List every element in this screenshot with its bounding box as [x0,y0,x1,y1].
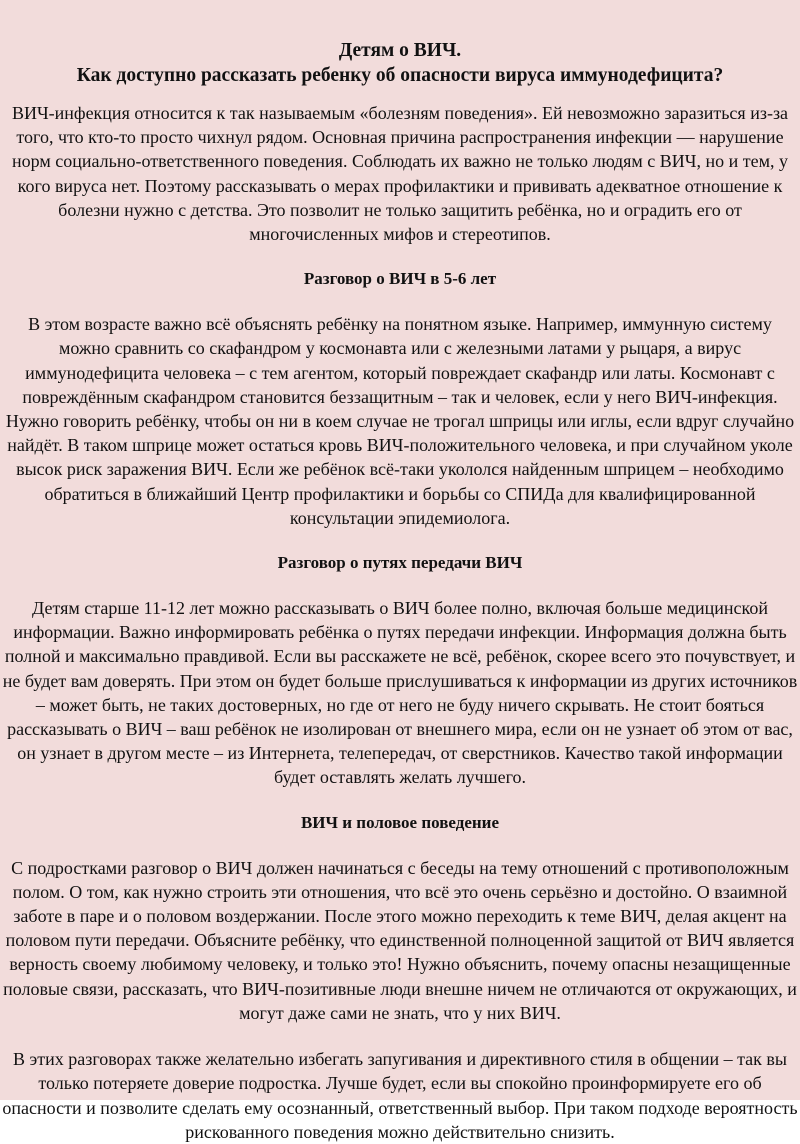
document-title-line-2: Как доступно рассказать ребенку об опасности вируса иммунодефицита? [76,65,724,86]
intro-paragraph: ВИЧ-инфекция относится к так называемым «болезням поведения». Ей невозможно заразиться из-за того, что кто-то просто чихнул рядом. Основная причина распространения инфекции — нарушение норм социально-ответственного поведения. Соблюдать их важно не только людям с ВИЧ, но и тем, у кого вируса нет. Поэтому рассказывать о мерах профилактики и прививать адекватное отношение к болезни нужно с детства. Это позволит не только защитить ребёнка, но и оградить его от многочисленных мифов и стереотипов. [11,103,789,245]
section-paragraph-sexual-behavior: С подростками разговор о ВИЧ должен начинаться с беседы на тему отношений с противоположным полом. О том, как нужно строить эти отношения, что всё это очень серьёзно и достойно. О взаимной заботе в паре и о половом воздержании. После этого можно переходить к теме ВИЧ, делая акцент на половом пути передачи. Объясните ребёнку, что единственной полноценной защитой от ВИЧ является верность своему любимому человеку, и только это! Нужно объяснить, почему опасны незащищенные половые связи, рассказать, что ВИЧ-позитивные люди внешне ничем не отличаются от окружающих, и могут даже сами не знать, что у них ВИЧ. [3,857,797,1023]
section-heading-transmission: Разговор о путях передачи ВИЧ [277,553,523,573]
spacer [2,246,798,268]
spacer [2,88,798,101]
spacer [2,574,798,596]
section-paragraph-transmission: Детям старше 11-12 лет можно рассказывать о ВИЧ более полно, включая больше медицинской информации. Важно информировать ребёнка о путях передачи инфекции. Информация должна быть полной и максимально правдивой. Если вы расскажете не всё, ребёнок, скорее всего это почувствует, и не будет вам доверять. При этом он будет больше прислушиваться к информации из других источников – может быть, не таких достоверных, но где от него не буду ничего скрывать. Не стоит бояться рассказывать о ВИЧ – ваш ребёнок не изолирован от внешнего мира, если он не узнает об этом от вас, он узнает в другом месте – из Интернета, телепередач, от сверстников. Качество такой информации будет оставлять желать лучшего. [2,598,798,788]
spacer [2,1025,798,1047]
section-heading-age-5-6: Разговор о ВИЧ в 5-6 лет [303,269,497,289]
closing-paragraph: В этих разговорах также желательно избегать запугивания и директивного стиля в общении – так вы только потеряете доверие подростка. Лучше будет, если вы спокойно проинформируете его об опасности и позволите сделать ему осознанный, ответственный выбор. При таком подходе вероятность рискованного поведения можно действительно снизить. [2,1049,798,1142]
spacer [2,790,798,812]
spacer [2,290,798,312]
spacer [2,834,798,856]
document-title-line-1: Детям о ВИЧ. [338,40,462,61]
spacer [2,530,798,552]
section-paragraph-age-5-6: В этом возрасте важно всё объяснять ребёнку на понятном языке. Например, иммунную систему можно сравнить со скафандром у космонавта или с железными латами у рыцаря, а вирус иммунодефицита человека – с тем агентом, который повреждает скафандр или латы. Космонавт с повреждённым скафандром становится беззащитным – так и человек, если у него ВИЧ-инфекция. Нужно говорить ребёнку, чтобы он ни в коем случае не трогал шприцы или иглы, если вдруг случайно найдёт. В таком шприце может остаться кровь ВИЧ-положительного человека, и при случайном уколе высок риск заражения ВИЧ. Если же ребёнок всё-таки укололся найденным шприцем – необходимо обратиться в ближайший Центр профилактики и борьбы со СПИДа для квалифицированной консультации эпидемиолога. [5,314,795,528]
section-heading-sexual-behavior: ВИЧ и половое поведение [300,812,500,832]
